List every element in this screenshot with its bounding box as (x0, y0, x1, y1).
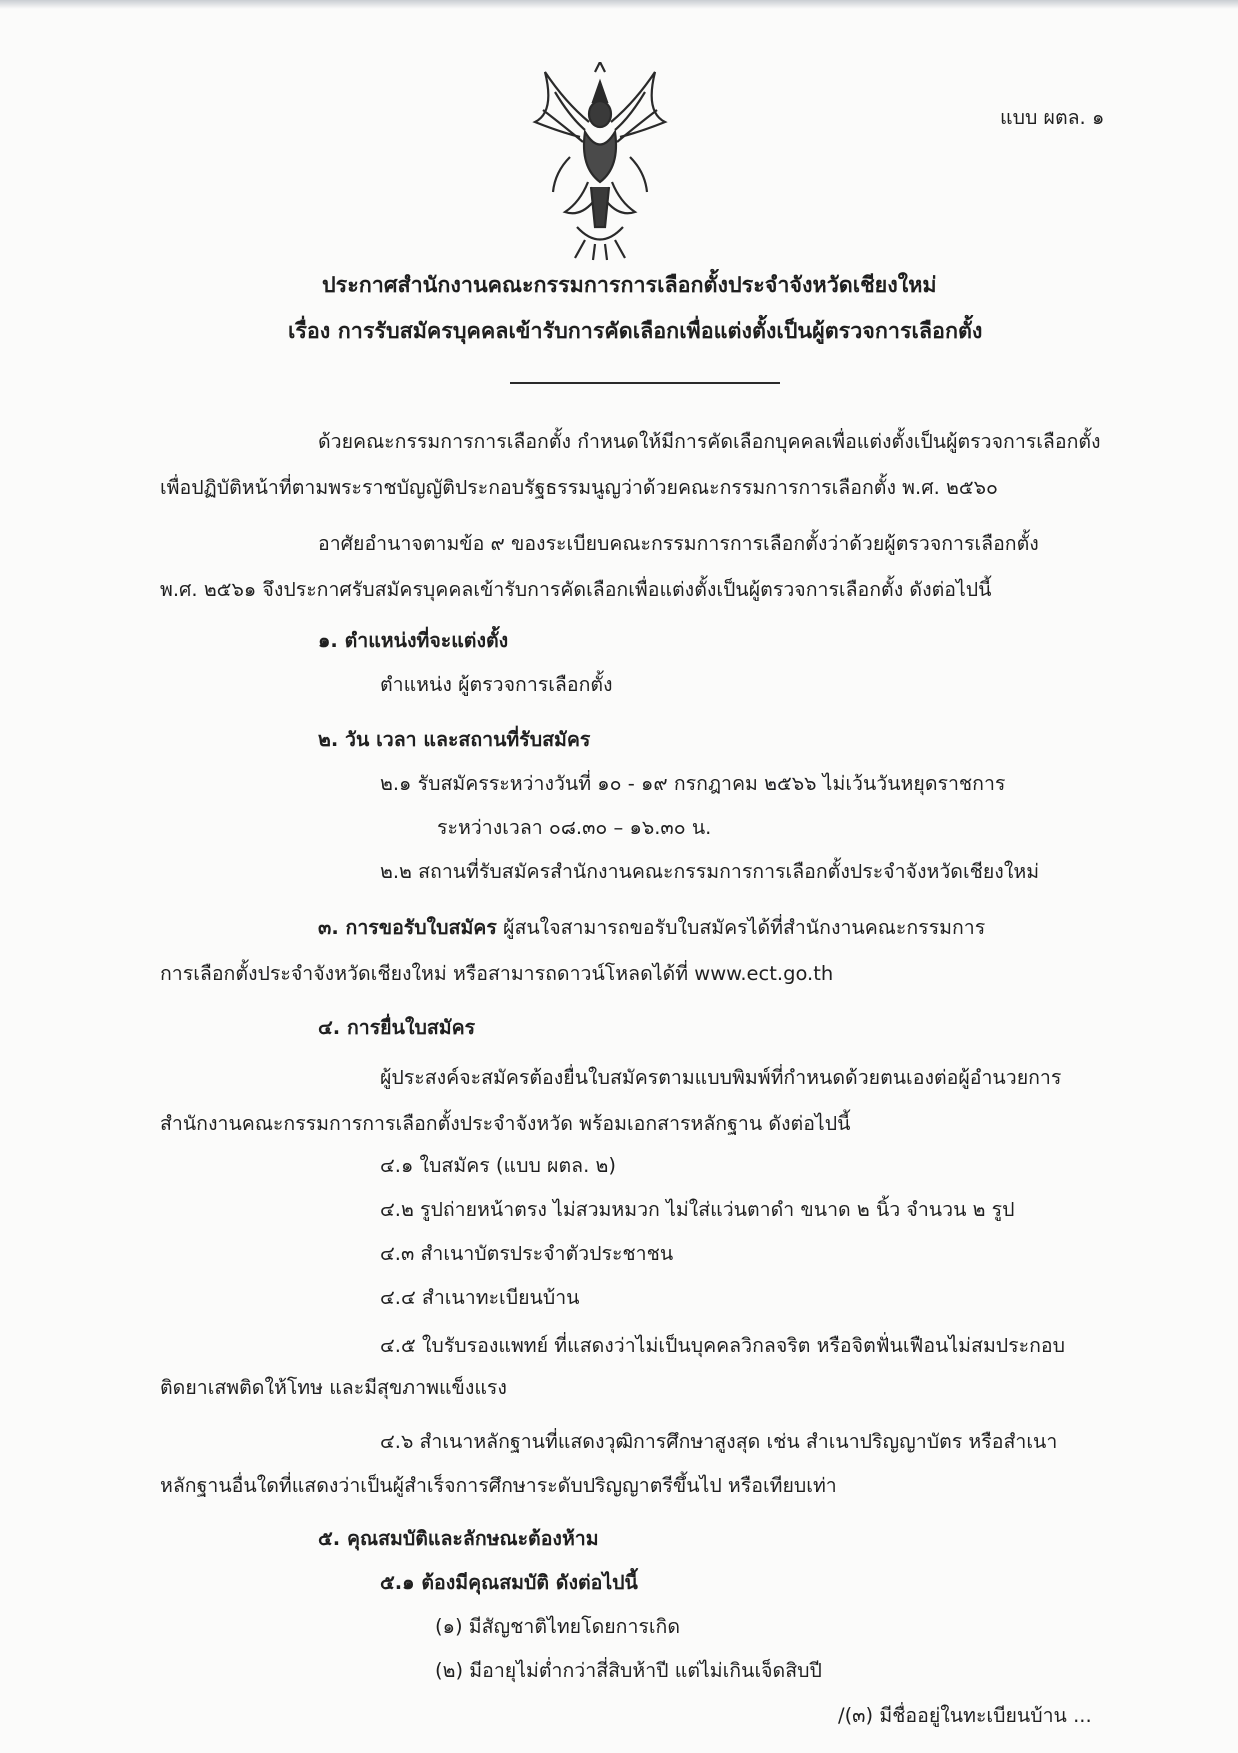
section-5-item-2: (๒) มีอายุไม่ต่ำกว่าสี่สิบห้าปี แต่ไม่เกินเจ็ดสิบปี (435, 1659, 822, 1682)
section-4-item-5-line2: ติดยาเสพติดให้โทษ และมีสุขภาพแข็งแรง (160, 1376, 507, 1399)
section-4-item-6-line2: หลักฐานอื่นใดที่แสดงว่าเป็นผู้สำเร็จการศึกษาระดับปริญญาตรีขึ้นไป หรือเทียบเท่า (160, 1474, 837, 1497)
section-3-line-1 (318, 914, 985, 942)
section-4-item-2: ๔.๒ รูปถ่ายหน้าตรง ไม่สวมหมวก ไม่ใส่แว่นตาดำ ขนาด ๒ นิ้ว จำนวน ๒ รูป (380, 1198, 1015, 1221)
section-1-heading: ๑. ตำแหน่งที่จะแต่งตั้ง (318, 629, 509, 652)
section-4-item-4: ๔.๔ สำเนาทะเบียนบ้าน (380, 1286, 580, 1309)
scan-edge (0, 0, 1238, 9)
title-line-2: เรื่อง การรับสมัครบุคคลเข้ารับการคัดเลือกเพื่อแต่งตั้งเป็นผู้ตรวจการเลือกตั้ง (288, 319, 983, 344)
title-line-1: ประกาศสำนักงานคณะกรรมการการเลือกตั้งประจำจังหวัดเชียงใหม่ (322, 273, 937, 298)
section-4-item-1: ๔.๑ ใบสมัคร (แบบ ผตล. ๒) (380, 1154, 616, 1177)
section-4-item-6-line1: ๔.๖ สำเนาหลักฐานที่แสดงวุฒิการศึกษาสูงสุด เช่น สำเนาปริญญาบัตร หรือสำเนา (380, 1430, 1058, 1453)
section-2-item-2: ๒.๒ สถานที่รับสมัครสำนักงานคณะกรรมการการเลือกตั้งประจำจังหวัดเชียงใหม่ (380, 860, 1040, 883)
intro-p1-line1: ด้วยคณะกรรมการการเลือกตั้ง กำหนดให้มีการคัดเลือกบุคคลเพื่อแต่งตั้งเป็นผู้ตรวจการเลือกตั้ง (318, 430, 1101, 453)
garuda-emblem-icon (525, 62, 675, 262)
section-4-item-3: ๔.๓ สำเนาบัตรประจำตัวประชาชน (380, 1242, 674, 1265)
continuation-note: /(๓) มีชื่ออยู่ในทะเบียนบ้าน ... (838, 1704, 1092, 1727)
intro-p2-line1: อาศัยอำนาจตามข้อ ๙ ของระเบียบคณะกรรมการการเลือกตั้งว่าด้วยผู้ตรวจการเลือกตั้ง (318, 532, 1039, 555)
section-2-heading: ๒. วัน เวลา และสถานที่รับสมัคร (318, 728, 591, 751)
section-2-item-1: ๒.๑ รับสมัครระหว่างวันที่ ๑๐ - ๑๙ กรกฎาคม ๒๕๖๖ ไม่เว้นวันหยุดราชการ (380, 772, 1006, 795)
section-5-heading: ๕. คุณสมบัติและลักษณะต้องห้าม (318, 1527, 599, 1550)
intro-p2-line2: พ.ศ. ๒๕๖๑ จึงประกาศรับสมัครบุคคลเข้ารับการคัดเลือกเพื่อแต่งตั้งเป็นผู้ตรวจการเลือกตั้ง ดังต่อไปนี้ (160, 578, 992, 601)
form-code: แบบ ผตล. ๑ (1000, 106, 1105, 129)
title-divider (510, 382, 780, 384)
section-1-body: ตำแหน่ง ผู้ตรวจการเลือกตั้ง (380, 673, 613, 696)
section-4-item-5-line1: ๔.๕ ใบรับรองแพทย์ ที่แสดงว่าไม่เป็นบุคคลวิกลจริต หรือจิตฟั่นเฟือนไม่สมประกอบ (380, 1334, 1066, 1357)
section-3-line-2: การเลือกตั้งประจำจังหวัดเชียงใหม่ หรือสามารถดาวน์โหลดได้ที่ www.ect.go.th (160, 962, 834, 985)
section-2-item-1-time: ระหว่างเวลา ๐๘.๓๐ – ๑๖.๓๐ น. (437, 816, 712, 839)
section-5-item-1: (๑) มีสัญชาติไทยโดยการเกิด (435, 1615, 681, 1638)
intro-p1-line2: เพื่อปฏิบัติหน้าที่ตามพระราชบัญญัติประกอบรัฐธรรมนูญว่าด้วยคณะกรรมการการเลือกตั้ง พ.ศ. ๒๕๖๐ (160, 476, 998, 499)
section-4-heading: ๔. การยื่นใบสมัคร (318, 1016, 476, 1039)
section-5-sub-heading: ๕.๑ ต้องมีคุณสมบัติ ดังต่อไปนี้ (380, 1571, 638, 1594)
section-4-para-line2: สำนักงานคณะกรรมการการเลือกตั้งประจำจังหวัด พร้อมเอกสารหลักฐาน ดังต่อไปนี้ (160, 1112, 851, 1135)
section-3-heading: ๓. การขอรับใบสมัคร (318, 916, 497, 939)
section-3-text: ผู้สนใจสามารถขอรับใบสมัครได้ที่สำนักงานคณะกรรมการ (496, 916, 986, 939)
section-4-para-line1: ผู้ประสงค์จะสมัครต้องยื่นใบสมัครตามแบบพิมพ์ที่กำหนดด้วยตนเองต่อผู้อำนวยการ (380, 1066, 1062, 1089)
